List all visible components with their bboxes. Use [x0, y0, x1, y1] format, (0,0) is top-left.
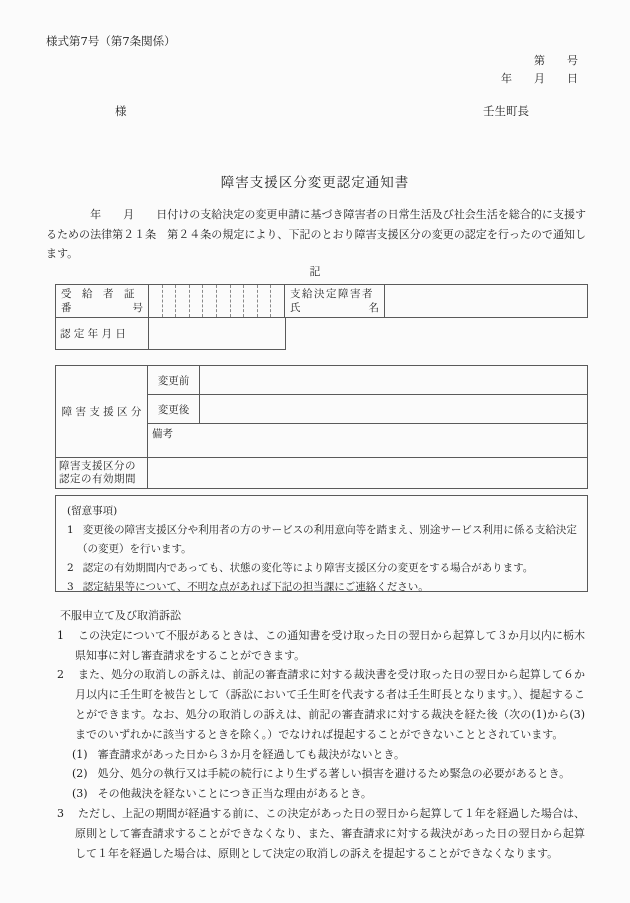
- appeal-item-number: 3: [57, 806, 64, 820]
- recipient-cert-number-digit-boxes: [148, 285, 284, 317]
- digit-box: [216, 285, 230, 317]
- appeal-sub-item: [57, 784, 585, 804]
- recipient-cert-number-label-line1: 受 給 者 証: [61, 288, 135, 300]
- digit-box: [257, 285, 271, 317]
- appeal-item: [57, 804, 585, 863]
- table1-row1: [55, 284, 588, 318]
- grantee-name-value-cell: [384, 285, 587, 317]
- grantee-name-label-line1: 支給決定障害者: [290, 288, 374, 300]
- appeal-sub-item-text: その他裁決を経ないことにつき正当な理由があるとき。: [97, 787, 372, 801]
- appeal-item-text: ただし、上記の期間が経過する前に、この決定があった日の翌日から起算して１年を経過した場合は、原則として審査請求することができなくなり、また、審査請求に対する裁決があった日の翌日から起算して１年を経過した場合は、原則として決定の取消しの訴えを提起することができなくなります。: [75, 806, 585, 860]
- appeal-item: [57, 665, 585, 744]
- certification-summary-table: [55, 284, 588, 350]
- recipient-suffix: 様: [115, 104, 127, 118]
- grantee-name-label: [284, 285, 384, 317]
- appeal-item-number: 1: [57, 628, 64, 642]
- digit-box: [175, 285, 189, 317]
- after-change-label: 変更後: [148, 395, 200, 424]
- note-item-text: 変更後の障害支援区分や利用者の方のサービスの利用意向等を踏まえ、別途サービス利用に係る支給決定（の変更）を行います。: [77, 524, 577, 555]
- appeal-sub-item: [57, 745, 585, 765]
- form-number: 様式第7号（第7条関係）: [46, 34, 176, 48]
- before-change-label: 変更前: [148, 366, 200, 395]
- note-item-number: 2: [67, 562, 74, 574]
- appeal-sub-item-text: 審査請求があった日から３か月を経過しても裁決がないとき。: [97, 747, 406, 761]
- table1-row2: [55, 318, 286, 350]
- validity-period-label: 障害支援区分の 認定の有効期間: [56, 458, 148, 488]
- digit-box: [230, 285, 244, 317]
- appeal-item: [57, 626, 585, 666]
- appeal-heading: 不服申立て及び取消訴訟: [60, 609, 181, 622]
- digit-box: [162, 285, 176, 317]
- issue-number-line: 第 号: [534, 54, 578, 67]
- document-title: 障害支援区分変更認定通知書: [220, 175, 410, 191]
- appeal-item-text: また、処分の取消しの訴えは、前記の審査請求に対する裁決書を受け取った日の翌日から起算して６か月以内に壬生町を被告として（訴訟において壬生町を代表する者は壬生町長となります。）、提起することができます。なお、処分の取消しの訴えは、前記の審査請求に対する裁決を経た後（次の(1)から(3)までのいずれかに該当するときを除く。）でなければ提起することができないこととされています。: [75, 668, 585, 741]
- recipient-cert-number-label: [56, 285, 148, 317]
- issue-date-line: 年 月 日: [501, 72, 578, 85]
- appeal-item-number: 2: [57, 668, 64, 682]
- digit-box: [243, 285, 257, 317]
- note-item: [63, 578, 579, 597]
- digit-box: [189, 285, 203, 317]
- note-item-text: 認定結果等について、不明な点があれば下記の担当課にご連絡ください。: [82, 581, 429, 593]
- digit-box: [270, 285, 284, 317]
- certification-date-value-cell: [148, 318, 285, 349]
- body-paragraph: 年 月 日付けの支給決定の変更申請に基づき障害者の日常生活及び社会生活を総合的に支援するための法律第２１条 第２４条の規定により、下記のとおり障害支援区分の変更の認定を行ったので通知します。: [46, 208, 586, 260]
- appeal-sub-item-number: (3): [72, 787, 88, 801]
- appeal-sub-item-number: (2): [72, 767, 88, 781]
- list-marker: 記: [309, 265, 321, 278]
- note-item-number: 3: [67, 581, 74, 593]
- support-category-label: 障 害 支 援 区 分: [56, 366, 148, 458]
- grantee-name-label-line2: 氏 名: [290, 302, 379, 314]
- notes-box: [55, 495, 588, 592]
- support-category-table: [55, 365, 588, 489]
- digit-box: [202, 285, 216, 317]
- before-change-value-cell: [200, 366, 587, 395]
- validity-period-value-cell: [148, 458, 587, 488]
- note-item-number: 1: [67, 524, 74, 536]
- notes-heading: (留意事項): [67, 505, 118, 517]
- note-item: [63, 559, 579, 578]
- recipient-cert-number-label-line2: 番 号: [61, 302, 143, 314]
- issuer-name: 壬生町長: [483, 104, 529, 118]
- appeal-item-text: この決定について不服があるときは、この通知書を受け取った日の翌日から起算して３か月以内に栃木県知事に対し審査請求をすることができます。: [75, 628, 585, 662]
- certification-date-label: 認 定 年 月 日: [60, 328, 126, 340]
- digit-box: [149, 285, 162, 317]
- after-change-value-cell: [200, 395, 587, 424]
- remarks-cell: 備考: [148, 424, 587, 458]
- appeal-section: [57, 606, 585, 863]
- appeal-sub-item: [57, 764, 585, 784]
- appeal-sub-item-text: 処分、処分の執行又は手続の続行により生ずる著しい損害を避けるため緊急の必要があるとき。: [97, 767, 571, 781]
- appeal-sub-item-number: (1): [72, 747, 88, 761]
- note-item-text: 認定の有効期間内であっても、状態の変化等により障害支援区分の変更をする場合があります。: [82, 562, 534, 574]
- note-item: [63, 521, 579, 559]
